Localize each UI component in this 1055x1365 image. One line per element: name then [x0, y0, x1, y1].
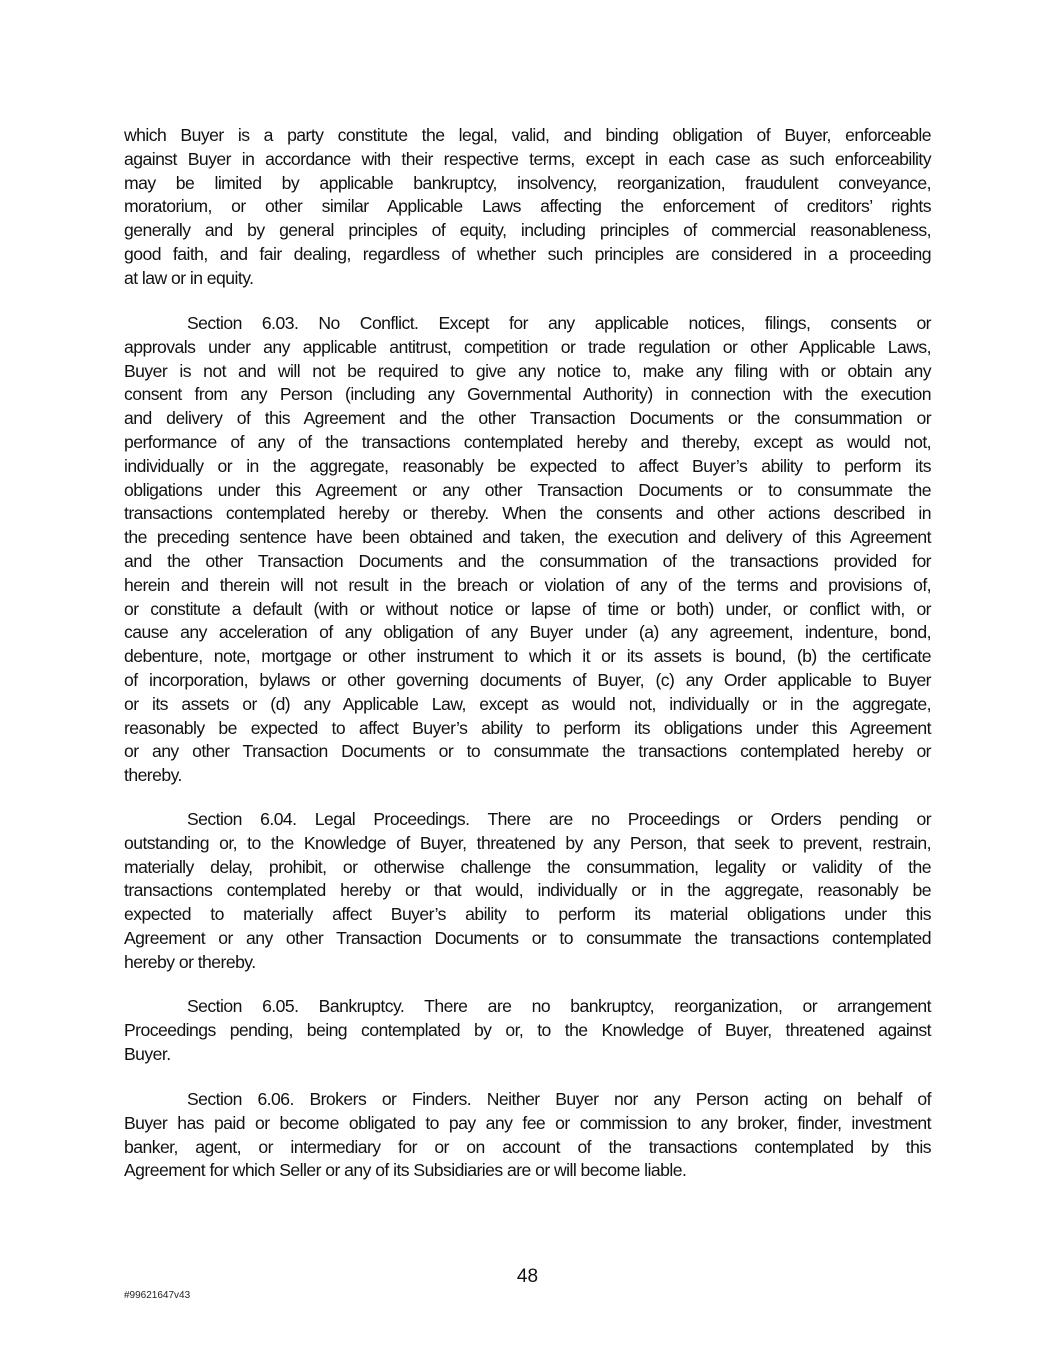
text-line: against Buyer in accordance with their respective terms, except in each case as such enforceability [124, 148, 931, 169]
text-line: or constitute a default (with or without notice or lapse of time or both) under, or conflict with, or [124, 598, 931, 619]
text-line: Agreement for which Seller or any of its Subsidiaries are or will become liable. [124, 1160, 687, 1181]
section-heading-line: Section 6.05. Bankruptcy. There are no bankruptcy, reorganization, or arrangement [187, 996, 931, 1016]
text-line: performance of any of the transactions contemplated hereby and thereby, except as would not, [124, 431, 931, 452]
section-6-04 [124, 808, 931, 975]
section-6-06 [124, 1088, 931, 1183]
text-line: which Buyer is a party constitute the legal, valid, and binding obligation of Buyer, enforceable [124, 125, 931, 145]
text-line: or any other Transaction Documents or to consummate the transactions contemplated hereby or [124, 741, 931, 762]
text-line: reasonably be expected to affect Buyer’s ability to perform its obligations under this Agreement [124, 717, 931, 738]
text-line: expected to materially affect Buyer’s ability to perform its material obligations under this [124, 904, 931, 925]
text-line: herein and therein will not result in the breach or violation of any of the terms and provisions of, [124, 574, 931, 595]
text-line: thereby. [124, 765, 182, 786]
text-line: banker, agent, or intermediary for or on account of the transactions contemplated by this [124, 1136, 931, 1157]
text-line: may be limited by applicable bankruptcy, insolvency, reorganization, fraudulent conveyance, [124, 172, 931, 193]
text-line: moratorium, or other similar Applicable Laws affecting the enforcement of creditors’ rights [124, 196, 931, 217]
text-line: outstanding or, to the Knowledge of Buyer, threatened by any Person, that seek to prevent, restrain, [124, 832, 931, 853]
section-heading-line: Section 6.04. Legal Proceedings. There are no Proceedings or Orders pending or [187, 809, 931, 829]
section-6-05 [124, 995, 931, 1066]
text-line: Buyer is not and will not be required to give any notice to, make any filing with or obtain any [124, 360, 931, 381]
text-line: or its assets or (d) any Applicable Law, except as would not, individually or in the aggregate, [124, 693, 931, 714]
text-line: approvals under any applicable antitrust, competition or trade regulation or other Applicable Laws, [124, 336, 931, 357]
text-line: consent from any Person (including any Governmental Authority) in connection with the execution [124, 384, 931, 405]
text-line: transactions contemplated hereby or thereby. When the consents and other actions described in [124, 503, 931, 524]
text-line: and the other Transaction Documents and the consummation of the transactions provided for [124, 550, 931, 571]
text-line: Proceedings pending, being contemplated by or, to the Knowledge of Buyer, threatened against [124, 1019, 931, 1040]
text-line: cause any acceleration of any obligation of any Buyer under (a) any agreement, indenture, bond, [124, 622, 931, 643]
section-heading-line: Section 6.06. Brokers or Finders. Neither Buyer nor any Person acting on behalf of [187, 1089, 931, 1109]
text-line: of incorporation, bylaws or other governing documents of Buyer, (c) any Order applicable to Buyer [124, 669, 931, 690]
text-line: transactions contemplated hereby or that would, individually or in the aggregate, reasonably be [124, 880, 931, 901]
section-6-03 [124, 312, 931, 788]
page-number: 48 [516, 1266, 539, 1287]
text-line: individually or in the aggregate, reasonably be expected to affect Buyer’s ability to perform its [124, 455, 931, 476]
text-line: debenture, note, mortgage or other instrument to which it or its assets is bound, (b) the certificate [124, 646, 931, 667]
paragraph-continuation [124, 124, 931, 291]
text-line: materially delay, prohibit, or otherwise challenge the consummation, legality or validity of the [124, 856, 931, 877]
text-line: at law or in equity. [124, 267, 254, 288]
text-line: hereby or thereby. [124, 951, 256, 972]
text-line: Buyer has paid or become obligated to pay any fee or commission to any broker, finder, investment [124, 1112, 931, 1133]
text-line: Buyer. [124, 1043, 171, 1064]
text-line: the preceding sentence have been obtained and taken, the execution and delivery of this Agreement [124, 527, 931, 548]
text-line: generally and by general principles of equity, including principles of commercial reasonableness, [124, 220, 931, 241]
text-line: and delivery of this Agreement and the other Transaction Documents or the consummation or [124, 408, 931, 429]
text-line: good faith, and fair dealing, regardless of whether such principles are considered in a proceeding [124, 243, 931, 264]
text-line: Agreement or any other Transaction Documents or to consummate the transactions contemplated [124, 927, 931, 948]
text-line: obligations under this Agreement or any other Transaction Documents or to consummate the [124, 479, 931, 500]
document-id: #99621647v43 [124, 1290, 191, 1301]
section-heading-line: Section 6.03. No Conflict. Except for any applicable notices, filings, consents or [187, 313, 931, 333]
